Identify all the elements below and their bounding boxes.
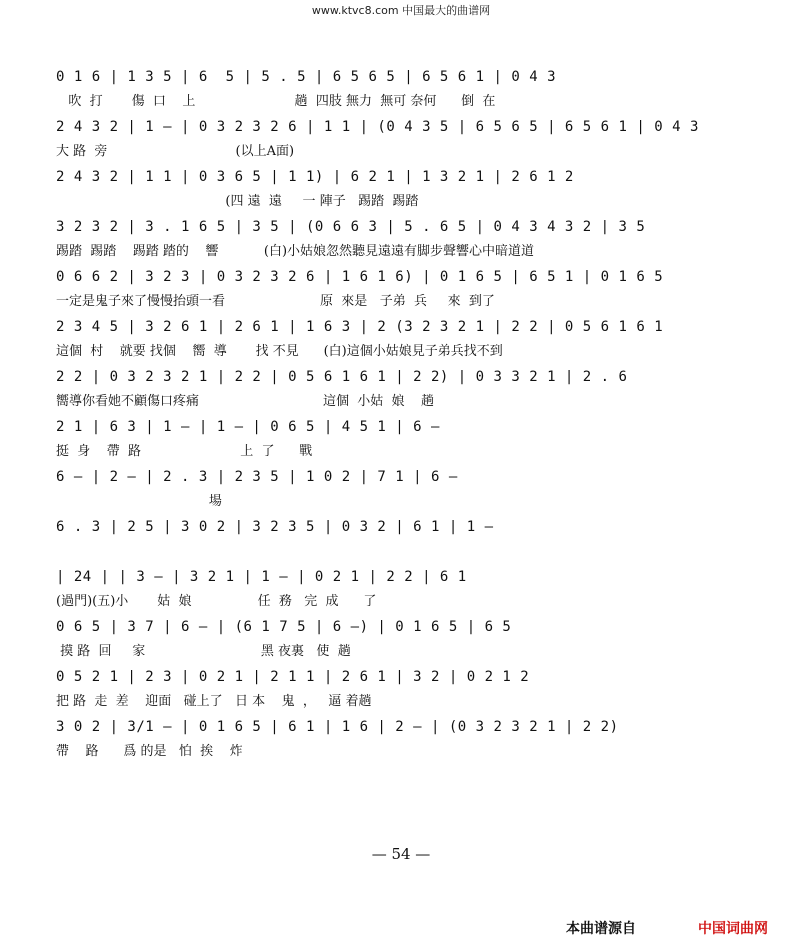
notation-line: | 24 | | 3 — | 3 2 1 | 1 — | 0 2 1 | 2 2 | 6 1 — [56, 569, 467, 585]
score-system — [56, 560, 756, 610]
footer-source-label: 本曲谱源自 — [566, 921, 636, 937]
score-system — [56, 310, 756, 360]
lyrics-line: 吹 打 傷 口 上 趟 四肢 無力 無可 奈何 倒 在 — [56, 93, 496, 108]
notation-line: 2 3 4 5 | 3 2 6 1 | 2 6 1 | 1 6 3 | 2 (3 2 3 2 1 | 2 2 | 0 5 6 1 6 1 — [56, 319, 664, 335]
score-system — [56, 510, 756, 560]
notation-line: 2 1 | 6 3 | 1 — | 1 — | 0 6 5 | 4 5 1 | 6 — — [56, 419, 440, 435]
notation-line: 3 2 3 2 | 3 . 1 6 5 | 3 5 | (0 6 6 3 | 5 . 6 5 | 0 4 3 4 3 2 | 3 5 — [56, 219, 646, 235]
score-system — [56, 460, 756, 510]
notation-line: 6 — | 2 — | 2 . 3 | 2 3 5 | 1 0 2 | 7 1 | 6 — — [56, 469, 458, 485]
notation-line: 2 4 3 2 | 1 — | 0 3 2 3 2 6 | 1 1 | (0 4 3 5 | 6 5 6 5 | 6 5 6 1 | 0 4 3 — [56, 119, 699, 135]
score-system — [56, 660, 756, 710]
notation-line: 2 4 3 2 | 1 1 | 0 3 6 5 | 1 1) | 6 2 1 | 1 3 2 1 | 2 6 1 2 — [56, 169, 574, 185]
score-system — [56, 60, 756, 110]
score-system — [56, 410, 756, 460]
notation-line: 0 6 6 2 | 3 2 3 | 0 3 2 3 2 6 | 1 6 1 6) | 0 1 6 5 | 6 5 1 | 0 1 6 5 — [56, 269, 664, 285]
lyrics-line: (過門)(五)小 姑 娘 任 務 完 成 了 — [56, 593, 377, 608]
score-system — [56, 210, 756, 260]
score-system — [56, 610, 756, 660]
lyrics-line: 把 路 走 差 迎面 碰上了 日 本 鬼 ， 逼 着趟 — [56, 693, 372, 708]
lyrics-line — [56, 540, 756, 558]
lyrics-line: 挺 身 帶 路 上 了 戰 — [56, 443, 313, 458]
lyrics-line: 摸 路 回 家 黑 夜裏 使 趟 — [56, 643, 351, 658]
notation-line: 6 . 3 | 2 5 | 3 0 2 | 3 2 3 5 | 0 3 2 | 6 1 | 1 — — [56, 519, 494, 535]
lyrics-line: 這個 村 就要 找個 嚮 導 找 不見 (白)這個小姑娘見子弟兵找不到 — [56, 343, 503, 358]
lyrics-line: 嚮導你看她不顧傷口疼痛 這個 小姑 娘 趟 — [56, 393, 435, 408]
footer-site-name: 中国词曲网 — [698, 921, 768, 937]
score-system — [56, 260, 756, 310]
lyrics-line: 場 — [56, 493, 222, 508]
notation-line: 0 5 2 1 | 2 3 | 0 2 1 | 2 1 1 | 2 6 1 | 3 2 | 0 2 1 2 — [56, 669, 530, 685]
lyrics-line: 一定是鬼子來了慢慢抬頭一看 原 來是 子弟 兵 來 到了 — [56, 293, 495, 308]
lyrics-line: 踢踏 踢踏 踢踏 踏的 響 (白)小姑娘忽然聽見遠遠有脚步聲響心中暗道道 — [56, 243, 535, 258]
lyrics-line: (四 遠 遠 一 陣子 踢踏 踢踏 — [56, 193, 419, 208]
score-system — [56, 110, 756, 160]
page-header-site: www.ktvc8.com 中国最大的曲谱网 — [311, 4, 491, 17]
notation-line: 0 1 6 | 1 3 5 | 6 5 | 5 . 5 | 6 5 6 5 | 6 5 6 1 | 0 4 3 — [56, 69, 557, 85]
notation-line: 2 2 | 0 3 2 3 2 1 | 2 2 | 0 5 6 1 6 1 | 2 2) | 0 3 3 2 1 | 2 . 6 — [56, 369, 628, 385]
lyrics-line: 帶 路 爲 的是 怕 挨 炸 — [56, 743, 243, 758]
music-score — [56, 60, 756, 760]
score-system — [56, 710, 756, 760]
score-system — [56, 360, 756, 410]
notation-line: 3 0 2 | 3/1 — | 0 1 6 5 | 6 1 | 1 6 | 2 — | (0 3 2 3 2 1 | 2 2) — [56, 719, 619, 735]
page-number: — 54 — — [371, 845, 431, 863]
lyrics-line: 大 路 旁 (以上A面) — [56, 143, 295, 158]
notation-line: 0 6 5 | 3 7 | 6 — | (6 1 7 5 | 6 —) | 0 1 6 5 | 6 5 — [56, 619, 512, 635]
score-system — [56, 160, 756, 210]
